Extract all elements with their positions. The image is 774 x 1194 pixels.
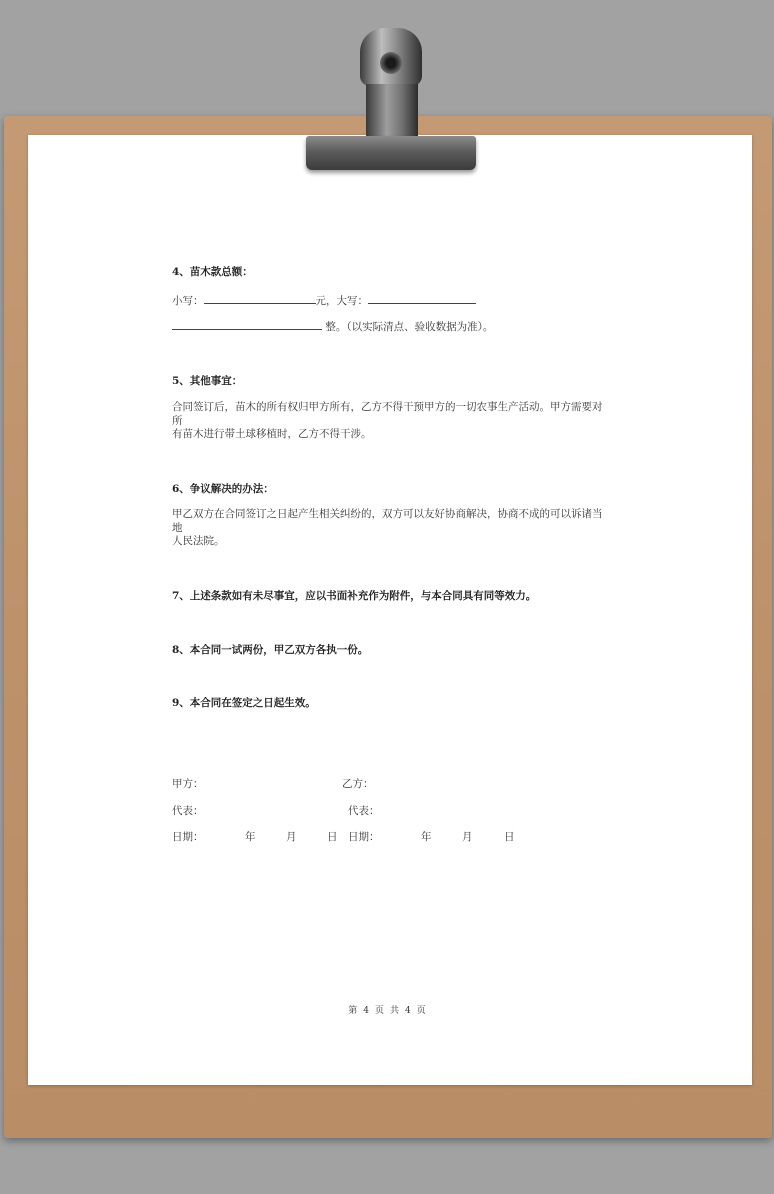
amount-continued-blank: [172, 318, 322, 330]
binder-clip-icon: [306, 28, 476, 178]
yuan-label: 元，大写：: [315, 295, 368, 307]
date-b-day: 日: [504, 831, 515, 843]
amount-line-2: [172, 318, 493, 334]
section-4-heading: 4、苗木款总额：: [172, 266, 253, 278]
section-5-heading: 5、其他事宜：: [172, 375, 243, 387]
section-9-heading: 9、本合同在签定之日起生效。: [172, 697, 316, 709]
rep-b-label: 代表：: [348, 805, 380, 817]
section-5-line-2: 有苗木进行带土球移植时，乙方不得干涉。: [172, 428, 372, 440]
section-7-heading: 7、上述条款如有未尽事宜，应以书面补充作为附件，与本合同具有同等效力。: [172, 590, 537, 602]
small-amount-label: 小写：: [172, 295, 204, 307]
date-a-label: 日期：: [172, 831, 204, 843]
date-b-label: 日期：: [348, 831, 380, 843]
party-b-label: 乙方：: [342, 778, 374, 790]
footer-ye2: 页: [416, 1006, 426, 1016]
footer-ye: 页: [374, 1006, 384, 1016]
amount-line-1: [172, 292, 476, 308]
section-8-heading: 8、本合同一试两份，甲乙双方各执一份。: [172, 644, 369, 656]
section-6-heading: 6、争议解决的办法：: [172, 483, 274, 495]
section-5-line-1: 合同签订后，苗木的所有权归甲方所有，乙方不得干预甲方的一切农事生产活动。甲方需要对所: [172, 401, 603, 427]
date-b-year: 年: [421, 831, 432, 843]
section-5-body: [172, 400, 612, 454]
footer-page: 4: [363, 1006, 369, 1016]
section-6-body: [172, 507, 612, 561]
small-amount-blank: [204, 292, 316, 304]
footer-gong: 共: [390, 1006, 400, 1016]
date-a-day: 日: [327, 831, 338, 843]
rep-a-label: 代表：: [172, 805, 204, 817]
page-number-footer: [0, 1003, 774, 1016]
section-6-line-1: 甲乙双方在合同签订之日起产生相关纠纷的，双方可以友好协商解决，协商不成的可以诉诸当地: [172, 508, 603, 534]
party-a-label: 甲方：: [172, 778, 204, 790]
large-amount-blank: [368, 292, 476, 304]
document-page: [28, 135, 752, 1085]
amount-note: 整。（以实际清点、验收数据为准）。: [325, 321, 494, 333]
date-b-month: 月: [462, 831, 473, 843]
date-a-year: 年: [245, 831, 256, 843]
section-6-line-2: 人民法院。: [172, 535, 225, 547]
footer-di: 第: [348, 1006, 358, 1016]
footer-total: 4: [405, 1006, 411, 1016]
date-a-month: 月: [286, 831, 297, 843]
